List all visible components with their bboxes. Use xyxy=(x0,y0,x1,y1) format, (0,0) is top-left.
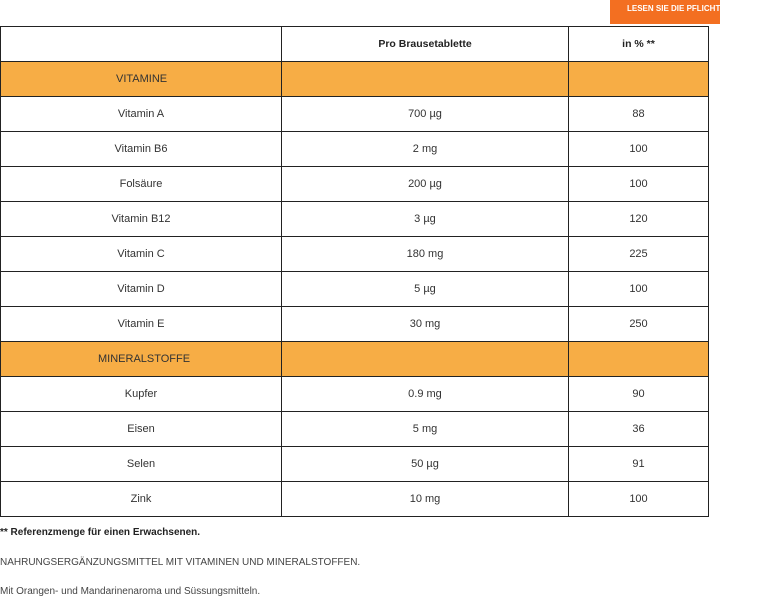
amount-per-tablet: 5 µg xyxy=(282,272,569,307)
section-title-minerals: MINERALSTOFFE xyxy=(1,342,282,377)
amount-per-tablet: 200 µg xyxy=(282,167,569,202)
table-header-row xyxy=(1,27,709,62)
reference-percent: 100 xyxy=(569,482,709,517)
reference-percent: 36 xyxy=(569,412,709,447)
reference-percent: 100 xyxy=(569,272,709,307)
table-row xyxy=(1,97,709,132)
section-row-minerals xyxy=(1,342,709,377)
table-row xyxy=(1,482,709,517)
flavor-note: Mit Orangen- und Mandarinenaroma und Süssungsmitteln. xyxy=(0,586,261,597)
nutrition-table xyxy=(0,26,709,517)
table-row xyxy=(1,447,709,482)
amount-per-tablet: 50 µg xyxy=(282,447,569,482)
reference-percent: 250 xyxy=(569,307,709,342)
nutrient-name: Vitamin A xyxy=(1,97,282,132)
table-row xyxy=(1,167,709,202)
reference-percent: 225 xyxy=(569,237,709,272)
header-percent: in % ** xyxy=(569,27,709,62)
amount-per-tablet: 0.9 mg xyxy=(282,377,569,412)
table-row xyxy=(1,202,709,237)
amount-per-tablet: 10 mg xyxy=(282,482,569,517)
nutrient-name: Zink xyxy=(1,482,282,517)
amount-per-tablet: 5 mg xyxy=(282,412,569,447)
amount-per-tablet: 180 mg xyxy=(282,237,569,272)
nutrient-name: Vitamin D xyxy=(1,272,282,307)
header-nutrient xyxy=(1,27,282,62)
nutrient-name: Vitamin B6 xyxy=(1,132,282,167)
reference-percent: 100 xyxy=(569,167,709,202)
mandatory-info-button[interactable]: LESEN SIE DIE PFLICHTANGABEN xyxy=(610,0,720,24)
nutrient-name: Eisen xyxy=(1,412,282,447)
table-row xyxy=(1,132,709,167)
table-row xyxy=(1,307,709,342)
amount-per-tablet: 700 µg xyxy=(282,97,569,132)
table-row xyxy=(1,377,709,412)
amount-per-tablet: 3 µg xyxy=(282,202,569,237)
nutrient-name: Selen xyxy=(1,447,282,482)
nutrient-name: Vitamin E xyxy=(1,307,282,342)
nutrient-name: Vitamin C xyxy=(1,237,282,272)
reference-percent: 90 xyxy=(569,377,709,412)
table-row xyxy=(1,272,709,307)
header-per-tablet: Pro Brausetablette xyxy=(282,27,569,62)
nutrient-name: Kupfer xyxy=(1,377,282,412)
top-strip xyxy=(0,0,760,26)
nutrient-name: Vitamin B12 xyxy=(1,202,282,237)
table-row xyxy=(1,412,709,447)
reference-percent: 91 xyxy=(569,447,709,482)
table-row xyxy=(1,237,709,272)
reference-percent: 120 xyxy=(569,202,709,237)
section-row-vitamins xyxy=(1,62,709,97)
product-title: NAHRUNGSERGÄNZUNGSMITTEL MIT VITAMINEN UND MINERALSTOFFEN. xyxy=(0,557,361,568)
reference-percent: 100 xyxy=(569,132,709,167)
reference-note: ** Referenzmenge für einen Erwachsenen. xyxy=(0,527,201,538)
amount-per-tablet: 30 mg xyxy=(282,307,569,342)
nutrient-name: Folsäure xyxy=(1,167,282,202)
amount-per-tablet: 2 mg xyxy=(282,132,569,167)
reference-percent: 88 xyxy=(569,97,709,132)
section-title-vitamins: VITAMINE xyxy=(1,62,282,97)
